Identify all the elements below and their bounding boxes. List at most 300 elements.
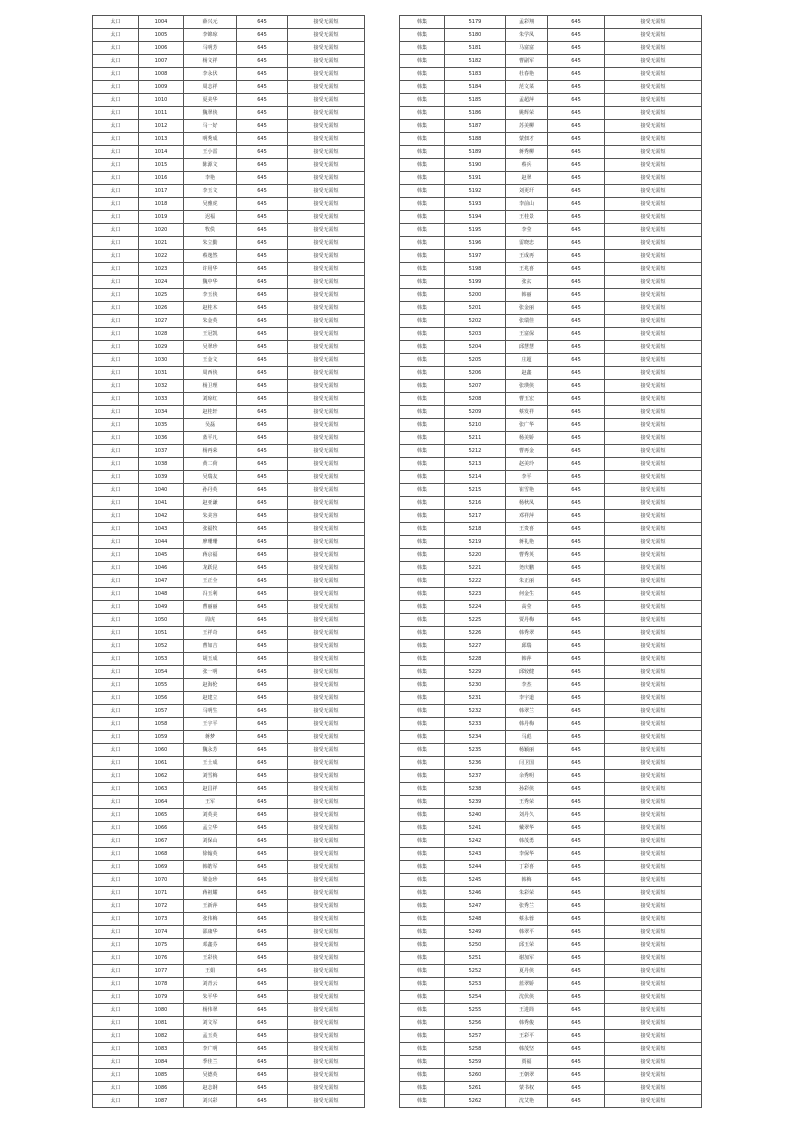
id-cell: 5247 <box>445 900 506 913</box>
table-row <box>93 484 365 497</box>
table-row <box>400 432 702 445</box>
id-cell: 5186 <box>445 107 506 120</box>
id-cell: 1029 <box>139 341 184 354</box>
id-cell: 5223 <box>445 588 506 601</box>
name-cell: 朱平华 <box>184 991 237 1004</box>
status-cell: 接受无需短 <box>288 718 365 731</box>
status-cell: 接受无需短 <box>605 965 702 978</box>
status-cell: 接受无需短 <box>605 406 702 419</box>
area-cell: 韩集 <box>400 588 445 601</box>
id-cell: 5215 <box>445 484 506 497</box>
status-cell: 接受无需短 <box>288 432 365 445</box>
area-cell: 韩集 <box>400 562 445 575</box>
table-row <box>93 978 365 991</box>
status-cell: 接受无需短 <box>288 198 365 211</box>
status-cell: 接受无需短 <box>605 432 702 445</box>
status-cell: 接受无需短 <box>288 1056 365 1069</box>
name-cell: 李锦琼 <box>184 29 237 42</box>
table-row <box>93 68 365 81</box>
name-cell: 刘文军 <box>184 1017 237 1030</box>
id-cell: 5190 <box>445 159 506 172</box>
id-cell: 1005 <box>139 29 184 42</box>
amount-cell: 645 <box>548 718 605 731</box>
amount-cell: 645 <box>237 432 288 445</box>
amount-cell: 645 <box>237 562 288 575</box>
table-row <box>93 627 365 640</box>
table-row <box>93 510 365 523</box>
status-cell: 接受无需短 <box>288 822 365 835</box>
name-cell: 王富保 <box>506 328 548 341</box>
amount-cell: 645 <box>237 1043 288 1056</box>
id-cell: 5184 <box>445 81 506 94</box>
table-row <box>400 94 702 107</box>
table-row <box>400 627 702 640</box>
area-cell: 太口 <box>93 796 139 809</box>
area-cell: 韩集 <box>400 809 445 822</box>
table-row <box>400 1017 702 1030</box>
status-cell: 接受无需短 <box>605 1082 702 1095</box>
amount-cell: 645 <box>237 640 288 653</box>
area-cell: 韩集 <box>400 94 445 107</box>
name-cell: 刘更玕 <box>506 185 548 198</box>
id-cell: 5250 <box>445 939 506 952</box>
name-cell: 朱学凤 <box>506 29 548 42</box>
status-cell: 接受无需短 <box>288 237 365 250</box>
status-cell: 接受无需短 <box>288 913 365 926</box>
area-cell: 太口 <box>93 939 139 952</box>
table-row <box>400 107 702 120</box>
area-cell: 韩集 <box>400 900 445 913</box>
area-cell: 韩集 <box>400 965 445 978</box>
area-cell: 韩集 <box>400 237 445 250</box>
table-row <box>400 133 702 146</box>
name-cell: 周虎 <box>184 614 237 627</box>
amount-cell: 645 <box>237 419 288 432</box>
table-row <box>93 536 365 549</box>
name-cell: 王成再 <box>506 250 548 263</box>
status-cell: 接受无需短 <box>288 783 365 796</box>
table-row <box>400 705 702 718</box>
id-cell: 1024 <box>139 276 184 289</box>
area-cell: 韩集 <box>400 575 445 588</box>
area-cell: 太口 <box>93 731 139 744</box>
amount-cell: 645 <box>237 29 288 42</box>
id-cell: 5242 <box>445 835 506 848</box>
area-cell: 韩集 <box>400 81 445 94</box>
id-cell: 5230 <box>445 679 506 692</box>
amount-cell: 645 <box>237 549 288 562</box>
id-cell: 1080 <box>139 1004 184 1017</box>
amount-cell: 645 <box>548 562 605 575</box>
table-row <box>93 822 365 835</box>
id-cell: 1073 <box>139 913 184 926</box>
amount-cell: 645 <box>548 94 605 107</box>
amount-cell: 645 <box>548 107 605 120</box>
amount-cell: 645 <box>237 679 288 692</box>
id-cell: 1067 <box>139 835 184 848</box>
name-cell: 魏永芳 <box>184 744 237 757</box>
status-cell: 接受无需短 <box>288 679 365 692</box>
area-cell: 太口 <box>93 705 139 718</box>
amount-cell: 645 <box>548 315 605 328</box>
name-cell: 周西侠 <box>184 367 237 380</box>
name-cell: 刘兴彩 <box>184 1095 237 1108</box>
name-cell: 张一明 <box>184 666 237 679</box>
status-cell: 接受无需短 <box>288 1043 365 1056</box>
name-cell: 李永伏 <box>184 68 237 81</box>
name-cell: 邵康华 <box>184 926 237 939</box>
table-row <box>93 120 365 133</box>
area-cell: 太口 <box>93 42 139 55</box>
table-row <box>400 939 702 952</box>
name-cell: 吴磊 <box>184 419 237 432</box>
name-cell: 李平 <box>506 471 548 484</box>
area-cell: 韩集 <box>400 471 445 484</box>
area-cell: 太口 <box>93 406 139 419</box>
status-cell: 接受无需短 <box>288 744 365 757</box>
amount-cell: 645 <box>237 445 288 458</box>
name-cell: 余秀明 <box>506 770 548 783</box>
name-cell: 牧佚 <box>184 224 237 237</box>
area-cell: 太口 <box>93 900 139 913</box>
name-cell: 曹玉宏 <box>506 393 548 406</box>
id-cell: 5199 <box>445 276 506 289</box>
amount-cell: 645 <box>548 640 605 653</box>
amount-cell: 645 <box>548 328 605 341</box>
id-cell: 1010 <box>139 94 184 107</box>
name-cell: 朱彩荣 <box>506 887 548 900</box>
table-row <box>400 510 702 523</box>
id-cell: 1066 <box>139 822 184 835</box>
amount-cell: 645 <box>548 224 605 237</box>
id-cell: 5222 <box>445 575 506 588</box>
table-row <box>93 705 365 718</box>
table-row <box>93 666 365 679</box>
id-cell: 1051 <box>139 627 184 640</box>
table-row <box>93 55 365 68</box>
name-cell: 吴雅虎 <box>184 198 237 211</box>
status-cell: 接受无需短 <box>605 1017 702 1030</box>
name-cell: 王士成 <box>184 757 237 770</box>
id-cell: 1078 <box>139 978 184 991</box>
table-row <box>93 549 365 562</box>
area-cell: 太口 <box>93 81 139 94</box>
id-cell: 1082 <box>139 1030 184 1043</box>
id-cell: 1026 <box>139 302 184 315</box>
amount-cell: 645 <box>548 991 605 1004</box>
name-cell: 廖珊珊 <box>184 536 237 549</box>
table-row <box>400 926 702 939</box>
table-row <box>400 250 702 263</box>
name-cell: 刘丹久 <box>506 809 548 822</box>
table-row <box>400 731 702 744</box>
status-cell: 接受无需短 <box>288 484 365 497</box>
name-cell: 韩茂坚 <box>506 1043 548 1056</box>
id-cell: 5255 <box>445 1004 506 1017</box>
status-cell: 接受无需短 <box>288 1095 365 1108</box>
table-row <box>93 965 365 978</box>
amount-cell: 645 <box>237 757 288 770</box>
name-cell: 尧庆鹏 <box>506 562 548 575</box>
name-cell: 邱玉荣 <box>506 939 548 952</box>
table-row <box>400 224 702 237</box>
table-row <box>400 575 702 588</box>
name-cell: 梁金珍 <box>184 874 237 887</box>
name-cell: 朱正丽 <box>506 575 548 588</box>
table-row <box>93 796 365 809</box>
area-cell: 太口 <box>93 315 139 328</box>
id-cell: 5197 <box>445 250 506 263</box>
status-cell: 接受无需短 <box>288 848 365 861</box>
status-cell: 接受无需短 <box>605 835 702 848</box>
name-cell: 孟立华 <box>184 822 237 835</box>
table-row <box>93 393 365 406</box>
area-cell: 韩集 <box>400 1069 445 1082</box>
status-cell: 接受无需短 <box>288 653 365 666</box>
id-cell: 5213 <box>445 458 506 471</box>
amount-cell: 645 <box>548 965 605 978</box>
name-cell: 孟超萍 <box>506 94 548 107</box>
area-cell: 太口 <box>93 29 139 42</box>
status-cell: 接受无需短 <box>288 562 365 575</box>
name-cell: 蔡发祥 <box>506 406 548 419</box>
status-cell: 接受无需短 <box>288 458 365 471</box>
table-row <box>93 835 365 848</box>
amount-cell: 645 <box>548 211 605 224</box>
name-cell: 赵建立 <box>184 692 237 705</box>
table-row <box>400 289 702 302</box>
status-cell: 接受无需短 <box>288 289 365 302</box>
table-row <box>93 445 365 458</box>
status-cell: 接受无需短 <box>605 471 702 484</box>
status-cell: 接受无需短 <box>605 497 702 510</box>
status-cell: 接受无需短 <box>605 991 702 1004</box>
status-cell: 接受无需短 <box>605 1043 702 1056</box>
table-row <box>400 1030 702 1043</box>
name-cell: 王彩侠 <box>184 952 237 965</box>
amount-cell: 645 <box>237 692 288 705</box>
id-cell: 5221 <box>445 562 506 575</box>
name-cell: 苏美柳 <box>506 120 548 133</box>
status-cell: 接受无需短 <box>605 653 702 666</box>
area-cell: 太口 <box>93 432 139 445</box>
id-cell: 5200 <box>445 289 506 302</box>
id-cell: 1087 <box>139 1095 184 1108</box>
area-cell: 韩集 <box>400 406 445 419</box>
amount-cell: 645 <box>548 16 605 29</box>
area-cell: 韩集 <box>400 120 445 133</box>
table-row <box>400 159 702 172</box>
table-row <box>93 783 365 796</box>
area-cell: 太口 <box>93 1082 139 1095</box>
amount-cell: 645 <box>548 809 605 822</box>
name-cell: 王宇平 <box>184 718 237 731</box>
area-cell: 韩集 <box>400 198 445 211</box>
status-cell: 接受无需短 <box>288 770 365 783</box>
amount-cell: 645 <box>237 81 288 94</box>
status-cell: 接受无需短 <box>605 731 702 744</box>
table-row <box>400 562 702 575</box>
id-cell: 5201 <box>445 302 506 315</box>
id-cell: 5219 <box>445 536 506 549</box>
amount-cell: 645 <box>548 1082 605 1095</box>
id-cell: 1018 <box>139 198 184 211</box>
amount-cell: 645 <box>548 939 605 952</box>
status-cell: 接受无需短 <box>288 692 365 705</box>
status-cell: 接受无需短 <box>605 68 702 81</box>
table-row <box>93 900 365 913</box>
amount-cell: 645 <box>237 770 288 783</box>
table-row <box>400 640 702 653</box>
amount-cell: 645 <box>237 42 288 55</box>
amount-cell: 645 <box>548 861 605 874</box>
table-row <box>93 1056 365 1069</box>
table-row <box>93 588 365 601</box>
status-cell: 接受无需短 <box>288 302 365 315</box>
name-cell: 夏丹侠 <box>506 965 548 978</box>
area-cell: 韩集 <box>400 289 445 302</box>
id-cell: 5259 <box>445 1056 506 1069</box>
table-row <box>93 757 365 770</box>
table-row <box>400 653 702 666</box>
table-row <box>400 588 702 601</box>
area-cell: 韩集 <box>400 55 445 68</box>
id-cell: 1054 <box>139 666 184 679</box>
name-cell: 沈伏侠 <box>506 991 548 1004</box>
amount-cell: 645 <box>548 926 605 939</box>
area-cell: 太口 <box>93 991 139 1004</box>
area-cell: 韩集 <box>400 445 445 458</box>
id-cell: 5180 <box>445 29 506 42</box>
id-cell: 1025 <box>139 289 184 302</box>
name-cell: 韩丽 <box>506 289 548 302</box>
status-cell: 接受无需短 <box>605 549 702 562</box>
table-row <box>400 146 702 159</box>
area-cell: 韩集 <box>400 627 445 640</box>
area-cell: 韩集 <box>400 1082 445 1095</box>
id-cell: 5256 <box>445 1017 506 1030</box>
name-cell: 沈艾艳 <box>506 1095 548 1108</box>
area-cell: 韩集 <box>400 276 445 289</box>
table-row <box>400 315 702 328</box>
table-row <box>93 575 365 588</box>
status-cell: 接受无需短 <box>288 120 365 133</box>
id-cell: 5225 <box>445 614 506 627</box>
area-cell: 太口 <box>93 380 139 393</box>
area-cell: 韩集 <box>400 861 445 874</box>
amount-cell: 645 <box>237 16 288 29</box>
amount-cell: 645 <box>548 250 605 263</box>
name-cell: 蒋梦 <box>184 731 237 744</box>
area-cell: 太口 <box>93 783 139 796</box>
id-cell: 1027 <box>139 315 184 328</box>
name-cell: 王贵喜 <box>506 523 548 536</box>
status-cell: 接受无需短 <box>605 55 702 68</box>
area-cell: 太口 <box>93 588 139 601</box>
table-row <box>400 237 702 250</box>
area-cell: 韩集 <box>400 679 445 692</box>
name-cell: 李莹 <box>506 224 548 237</box>
id-cell: 5260 <box>445 1069 506 1082</box>
id-cell: 5181 <box>445 42 506 55</box>
status-cell: 接受无需短 <box>288 68 365 81</box>
area-cell: 韩集 <box>400 393 445 406</box>
table-row <box>400 601 702 614</box>
amount-cell: 645 <box>237 744 288 757</box>
status-cell: 接受无需短 <box>288 1004 365 1017</box>
table-row <box>93 224 365 237</box>
id-cell: 5238 <box>445 783 506 796</box>
status-cell: 接受无需短 <box>288 445 365 458</box>
id-cell: 1081 <box>139 1017 184 1030</box>
table-row <box>93 640 365 653</box>
table-row <box>400 367 702 380</box>
name-cell: 韩翠兰 <box>506 705 548 718</box>
amount-cell: 645 <box>548 185 605 198</box>
table-row <box>93 276 365 289</box>
area-cell: 太口 <box>93 1069 139 1082</box>
name-cell: 高莹 <box>506 601 548 614</box>
amount-cell: 645 <box>237 1082 288 1095</box>
status-cell: 接受无需短 <box>288 419 365 432</box>
name-cell: 曹秀英 <box>506 549 548 562</box>
area-cell: 韩集 <box>400 432 445 445</box>
area-cell: 韩集 <box>400 913 445 926</box>
status-cell: 接受无需短 <box>288 211 365 224</box>
amount-cell: 645 <box>237 653 288 666</box>
name-cell: 朱美容 <box>184 510 237 523</box>
name-cell: 蔡兵 <box>506 159 548 172</box>
area-cell: 太口 <box>93 640 139 653</box>
table-row <box>400 874 702 887</box>
status-cell: 接受无需短 <box>605 588 702 601</box>
table-row <box>93 354 365 367</box>
amount-cell: 645 <box>548 887 605 900</box>
status-cell: 接受无需短 <box>605 120 702 133</box>
amount-cell: 645 <box>548 55 605 68</box>
status-cell: 接受无需短 <box>605 1069 702 1082</box>
status-cell: 接受无需短 <box>288 666 365 679</box>
name-cell: 蔡永蓉 <box>506 913 548 926</box>
id-cell: 1039 <box>139 471 184 484</box>
area-cell: 韩集 <box>400 991 445 1004</box>
table-row <box>93 237 365 250</box>
area-cell: 太口 <box>93 211 139 224</box>
status-cell: 接受无需短 <box>605 744 702 757</box>
name-cell: 邓祥萍 <box>506 510 548 523</box>
name-cell: 邓鑫芬 <box>184 939 237 952</box>
amount-cell: 645 <box>548 471 605 484</box>
status-cell: 接受无需短 <box>605 367 702 380</box>
table-row <box>400 445 702 458</box>
id-cell: 5187 <box>445 120 506 133</box>
table-row <box>400 614 702 627</box>
name-cell: 丁彩喜 <box>506 861 548 874</box>
name-cell: 蓝翠娇 <box>506 978 548 991</box>
table-row <box>93 146 365 159</box>
amount-cell: 645 <box>548 1004 605 1017</box>
amount-cell: 645 <box>237 354 288 367</box>
id-cell: 5202 <box>445 315 506 328</box>
amount-cell: 645 <box>548 1043 605 1056</box>
id-cell: 5226 <box>445 627 506 640</box>
status-cell: 接受无需短 <box>605 16 702 29</box>
amount-cell: 645 <box>237 718 288 731</box>
status-cell: 接受无需短 <box>288 276 365 289</box>
id-cell: 1047 <box>139 575 184 588</box>
amount-cell: 645 <box>237 913 288 926</box>
area-cell: 韩集 <box>400 146 445 159</box>
